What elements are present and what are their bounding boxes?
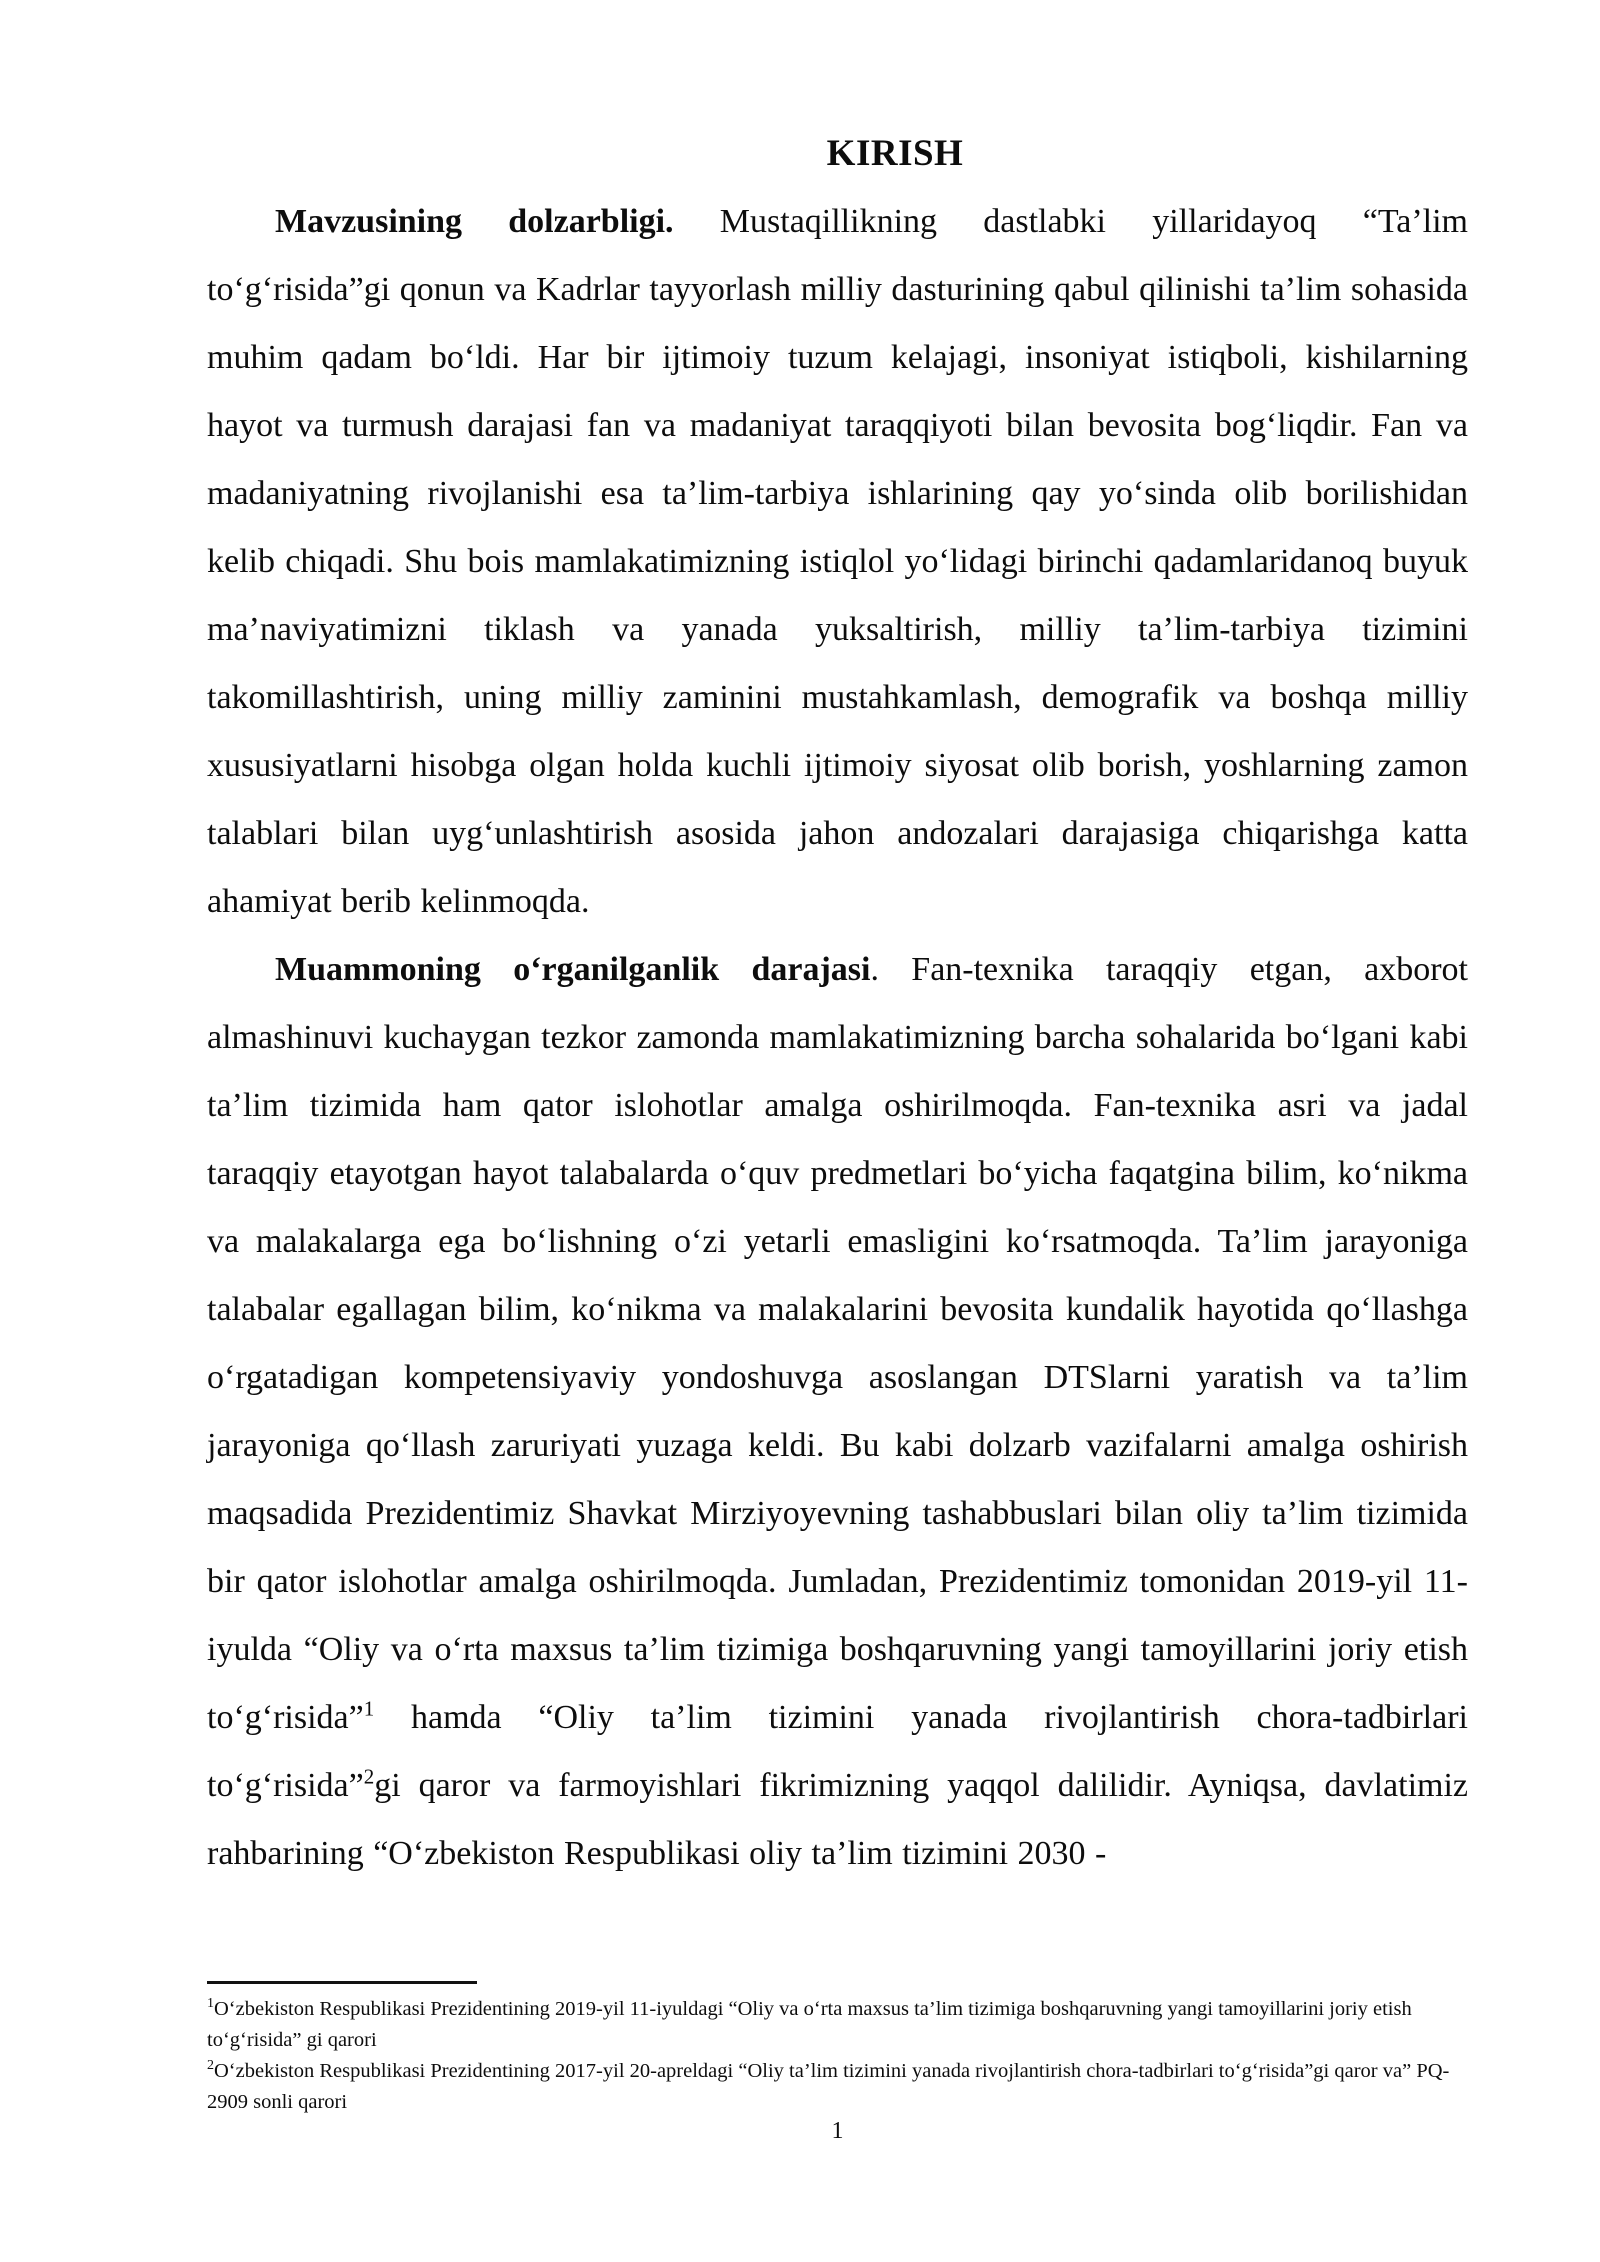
footnote-1-text: O‘zbekiston Respublikasi Prezidentining 2019-yil 11-iyuldagi “Oliy va o‘rta maxsus ta’lim tizimiga boshqaruvning yangi tamoyillarini joriy etish to‘g‘risida” gi qarori bbox=[207, 1998, 1412, 2051]
paragraph-1 bbox=[207, 188, 1468, 936]
footnote-2 bbox=[207, 2056, 1479, 2118]
paragraph-2-text-2: hamda “Oliy ta’lim tizimini yanada rivojlantirish chora-tadbirlari to‘g‘risida” bbox=[207, 1699, 1468, 1804]
footnote-2-marker: 2 bbox=[207, 2058, 214, 2074]
paragraph-2-text-1: . Fan-texnika taraqqiy etgan, axborot almashinuvi kuchaygan tezkor zamonda mamlakatimizning barcha sohalarida bo‘lgani kabi ta’lim tizimida ham qator islohotlar amalga oshirilmoqda. Fan-texnika asri va jadal taraqqiy etayotgan hayot talabalarda o‘quv predmetlari bo‘yicha faqatgina bilim, ko‘nikma va malakalarga ega bo‘lishning o‘zi yetarli emasligini ko‘rsatmoqda. Ta’lim jarayoniga talabalar egallagan bilim, ko‘nikma va malakalarini bevosita kundalik hayotida qo‘llashga o‘rgatadigan kompetensiyaviy yondoshuvga asoslangan DTSlarni yaratish va ta’lim jarayoniga qo‘llash zaruriyati yuzaga keldi. Bu kabi dolzarb vazifalarni amalga oshirish maqsadida Prezidentimiz Shavkat Mirziyoyevning tashabbuslari bilan oliy ta’lim tizimida bir qator islohotlar amalga oshirilmoqda. Jumladan, Prezidentimiz tomonidan 2019-yil 11-iyulda “Oliy va o‘rta maxsus ta’lim tizimiga boshqaruvning yangi tamoyillarini joriy etish to‘g‘risida” bbox=[207, 951, 1468, 1736]
footnote-1-marker: 1 bbox=[207, 1996, 214, 2012]
paragraph-2-lead: Muammoning o‘rganilganlik darajasi bbox=[275, 951, 871, 988]
paragraph-1-lead: Mavzusining dolzarbligi. bbox=[275, 203, 674, 240]
paragraph-1-text: Mustaqillikning dastlabki yillaridayoq “Ta’lim to‘g‘risida”gi qonun va Kadrlar tayyorlash milliy dasturining qabul qilinishi ta’lim sohasida muhim qadam bo‘ldi. Har bir ijtimoiy tuzum kelajagi, insoniyat istiqboli, kishilarning hayot va turmush darajasi fan va madaniyat taraqqiyoti bilan bevosita bog‘liqdir. Fan va madaniyatning rivojlanishi esa ta’lim-tarbiya ishlarining qay yo‘sinda olib borilishidan kelib chiqadi. Shu bois mamlakatimizning istiqlol yo‘lidagi birinchi qadamlaridanoq buyuk ma’naviyatimizni tiklash va yanada yuksaltirish, milliy ta’lim-tarbiya tizimini takomillashtirish, uning milliy zaminini mustahkamlash, demografik va boshqa milliy xususiyatlarni hisobga olgan holda kuchli ijtimoiy siyosat olib borish, yoshlarning zamon talablari bilan uyg‘unlashtirish asosida jahon andozalari darajasiga chiqarishga katta ahamiyat berib kelinmoqda. bbox=[207, 203, 1468, 920]
footnote-2-text: O‘zbekiston Respublikasi Prezidentining 2017-yil 20-apreldagi “Oliy ta’lim tizimini yanada rivojlantirish chora-tadbirlari to‘g‘risida”gi qaror va” PQ-2909 sonli qarori bbox=[207, 2060, 1450, 2113]
footnote-1 bbox=[207, 1994, 1479, 2056]
paragraph-2-text-3: gi qaror va farmoyishlari fikrimizning yaqqol dalilidir. Ayniqsa, davlatimiz rahbarining “O‘zbekiston Respublikasi oliy ta’lim tizimini 2030 - bbox=[207, 1767, 1468, 1872]
page-title: KIRISH bbox=[826, 133, 964, 174]
footnote-ref-2: 2 bbox=[363, 1764, 375, 1789]
document-body bbox=[207, 120, 1468, 1888]
footnote-separator bbox=[207, 1981, 477, 1984]
page-number: 1 bbox=[831, 2118, 844, 2144]
footnote-ref-1: 1 bbox=[363, 1696, 375, 1721]
footnotes-section bbox=[207, 1981, 1479, 2118]
paragraph-2 bbox=[207, 936, 1468, 1888]
